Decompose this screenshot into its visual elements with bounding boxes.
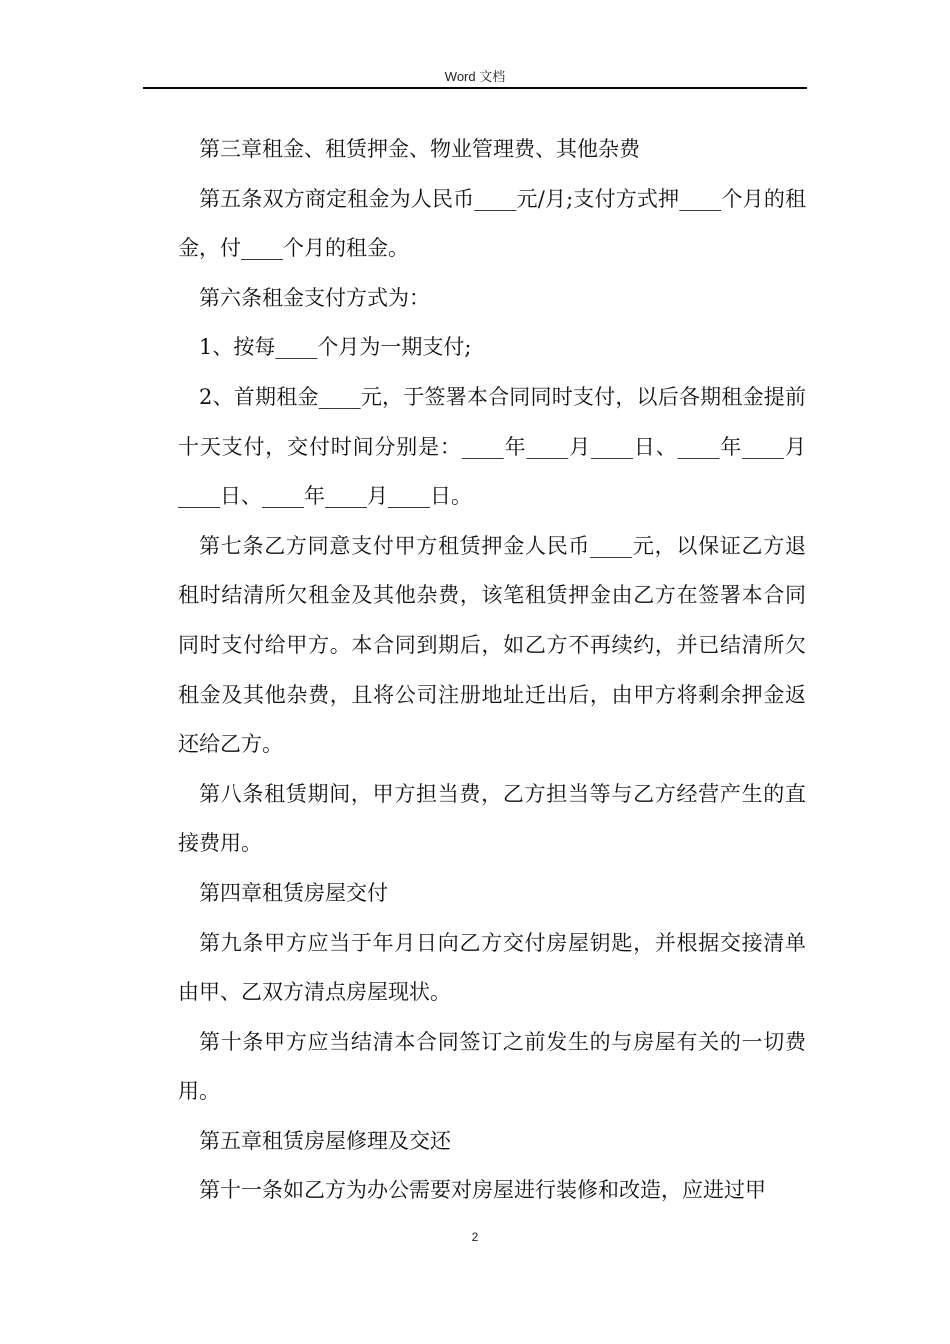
article-9-paragraph: 第九条甲方应当于年月日向乙方交付房屋钥匙，并根据交接清单由甲、乙双方清点房屋现状。 [178,930,806,1005]
header-divider [143,87,807,89]
page-number: 2 [471,1230,479,1244]
page-header: Word 文档 [444,69,506,84]
document-body [178,125,806,1216]
article-10-paragraph: 第十条甲方应当结清本合同签订之前发生的与房屋有关的一切费用。 [178,1029,806,1104]
article-7-paragraph: 第七条乙方同意支付甲方租赁押金人民币____元，以保证乙方退租时结清所欠租金及其他杂费，该笔租赁押金由乙方在签署本合同同时支付给甲方。本合同到期后，如乙方不再续约，并已结清所欠租金及其他杂费，且将公司注册地址迁出后，由甲方将剩余押金返还给乙方。 [178,533,806,757]
payment-item-2: 2、首期租金____元，于签署本合同同时支付，以后各期租金提前十天支付，交付时间分别是：____年____月____日、____年____月____日、____年____月____日。 [178,384,806,509]
chapter-5-heading: 第五章租赁房屋修理及交还 [199,1128,451,1153]
payment-item-1: 1、按每____个月为一期支付; [199,335,472,360]
article-5-paragraph: 第五条双方商定租金为人民币____元/月;支付方式押____个月的租金，付____个月的租金。 [178,186,806,261]
article-6-paragraph: 第六条租金支付方式为： [199,285,430,310]
chapter-3-heading: 第三章租金、租赁押金、物业管理费、其他杂费 [199,137,640,161]
article-11-paragraph: 第十一条如乙方为办公需要对房屋进行装修和改造，应进过甲 [199,1178,766,1203]
chapter-4-heading: 第四章租赁房屋交付 [199,880,388,905]
article-8-paragraph: 第八条租赁期间，甲方担当费，乙方担当等与乙方经营产生的直接费用。 [178,781,806,856]
